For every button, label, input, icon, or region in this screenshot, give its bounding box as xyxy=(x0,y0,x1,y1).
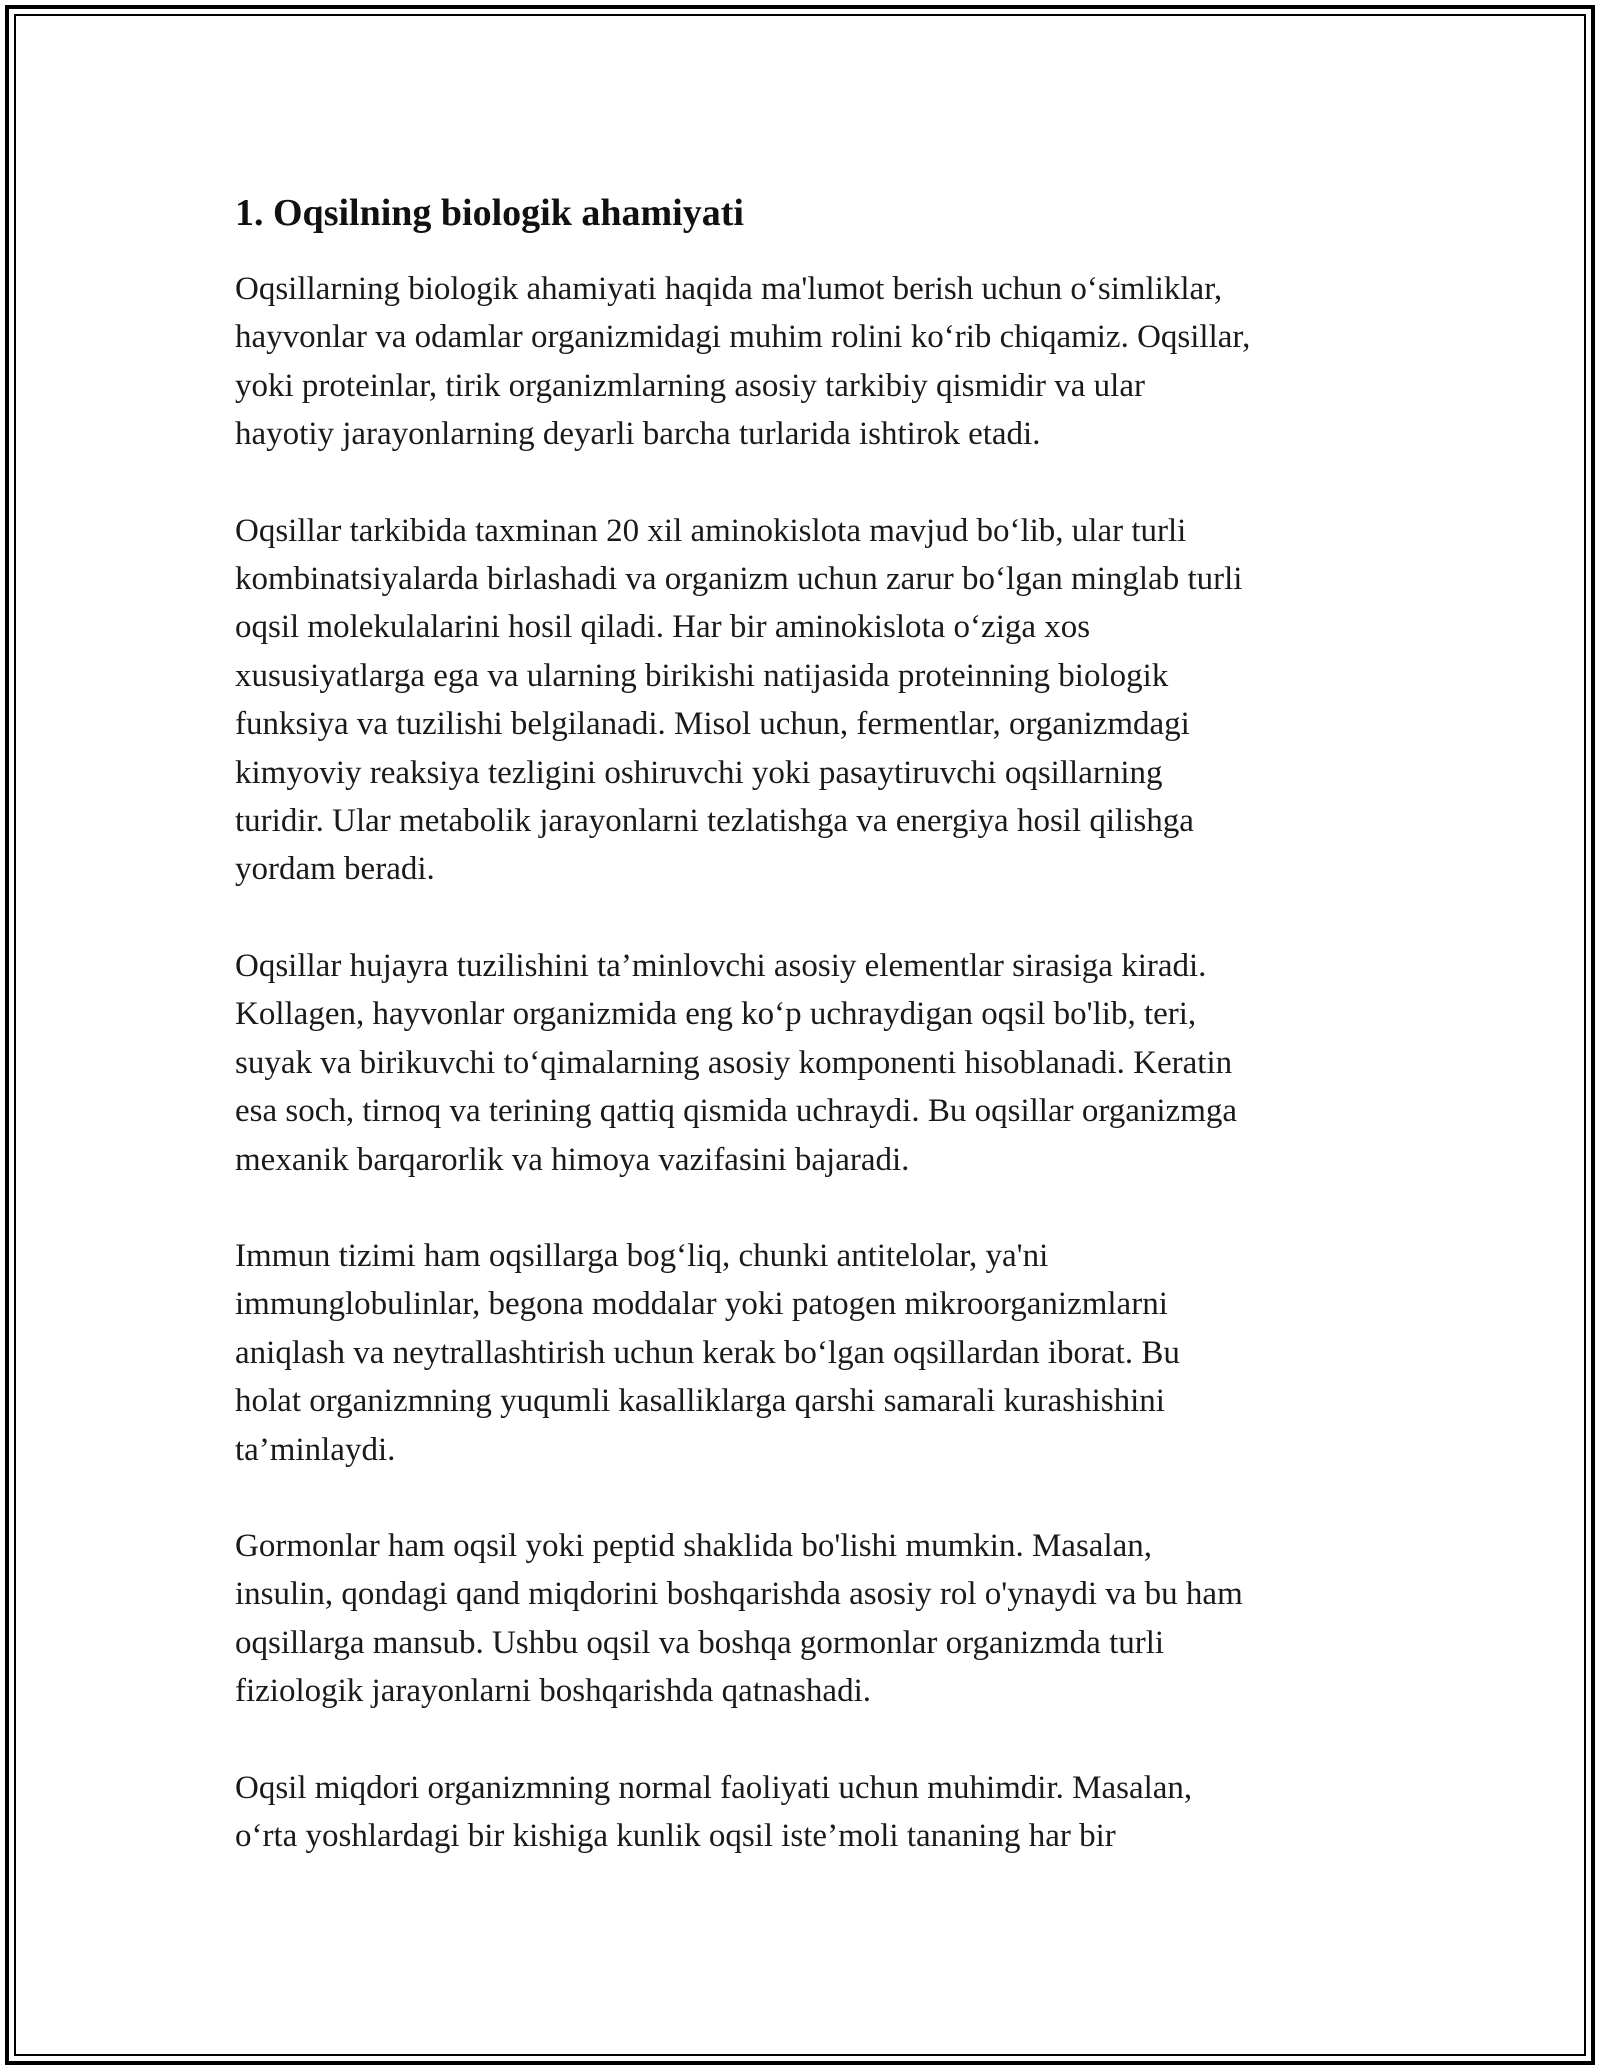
text-line: oqsillarga mansub. Ushbu oqsil va boshqa gormonlar organizmda turli xyxy=(235,1624,1165,1661)
text-line: Oqsil miqdori organizmning normal faoliyati uchun muhimdir. Masalan, xyxy=(235,1769,1193,1806)
text-line: fiziologik jarayonlarni boshqarishda qatnashadi. xyxy=(235,1673,871,1710)
text-line: oqsil molekulalarini hosil qiladi. Har bir aminokislota o‘ziga xos xyxy=(235,609,1091,646)
text-line: insulin, qondagi qand miqdorini boshqarishda asosiy rol o'ynaydi va bu ham xyxy=(235,1576,1243,1613)
paragraph-intro xyxy=(235,265,1370,459)
text-line: ta’minlaydi. xyxy=(235,1431,396,1468)
paragraph-amino-acids xyxy=(235,507,1370,894)
section-heading: 1. Oqsilning biologik ahamiyati xyxy=(235,192,744,234)
text-line: yordam beradi. xyxy=(235,851,435,888)
text-line: yoki proteinlar, tirik organizmlarning asosiy tarkibiy qismidir va ular xyxy=(235,367,1145,404)
text-line: hayotiy jarayonlarning deyarli barcha turlarida ishtirok etadi. xyxy=(235,416,1041,453)
text-line: o‘rta yoshlardagi bir kishiga kunlik oqsil iste’moli tananing har bir xyxy=(235,1817,1116,1854)
text-line: Gormonlar ham oqsil yoki peptid shaklida bo'lishi mumkin. Masalan, xyxy=(235,1527,1153,1564)
text-line: holat organizmning yuqumli kasalliklarga qarshi samarali kurashishini xyxy=(235,1383,1165,1420)
text-line: aniqlash va neytrallashtirish uchun kerak bo‘lgan oqsillardan iborat. Bu xyxy=(235,1334,1180,1371)
text-line: hayvonlar va odamlar organizmidagi muhim rolini ko‘rib chiqamiz. Oqsillar, xyxy=(235,319,1251,356)
paragraph-structural-proteins xyxy=(235,942,1370,1184)
text-line: kombinatsiyalarda birlashadi va organizm uchun zarur bo‘lgan minglab turli xyxy=(235,561,1243,598)
text-line: Immun tizimi ham oqsillarga bog‘liq, chunki antitelolar, ya'ni xyxy=(235,1237,1049,1274)
text-line: funksiya va tuzilishi belgilanadi. Misol uchun, fermentlar, organizmdagi xyxy=(235,706,1190,743)
text-line: Oqsillarning biologik ahamiyati haqida ma'lumot berish uchun o‘simliklar, xyxy=(235,271,1223,307)
paragraph-hormones xyxy=(235,1522,1370,1716)
text-line: esa soch, tirnoq va terining qattiq qismida uchraydi. Bu oqsillar organizmga xyxy=(235,1093,1238,1130)
paragraph-immune-system xyxy=(235,1232,1370,1474)
text-line: turidir. Ular metabolik jarayonlarni tezlatishga va energiya hosil qilishga xyxy=(235,803,1194,840)
text-line: Kollagen, hayvonlar organizmida eng ko‘p uchraydigan oqsil bo'lib, teri, xyxy=(235,996,1197,1033)
text-line: Oqsillar hujayra tuzilishini ta’minlovchi asosiy elementlar sirasiga kiradi. xyxy=(235,947,1207,984)
text-line: mexanik barqarorlik va himoya vazifasini bajaradi. xyxy=(235,1141,910,1178)
text-line: immunglobulinlar, begona moddalar yoki patogen mikroorganizmlarni xyxy=(235,1286,1168,1323)
paragraph-protein-intake xyxy=(235,1764,1370,1861)
text-line: kimyoviy reaksiya tezligini oshiruvchi yoki pasaytiruvchi oqsillarning xyxy=(235,754,1163,791)
text-line: suyak va birikuvchi to‘qimalarning asosiy komponenti hisoblanadi. Keratin xyxy=(235,1044,1233,1081)
text-line: Oqsillar tarkibida taxminan 20 xil aminokislota mavjud bo‘lib, ular turli xyxy=(235,512,1187,549)
document-body xyxy=(235,183,1370,1908)
text-line: xususiyatlarga ega va ularning birikishi natijasida proteinning biologik xyxy=(235,657,1169,694)
